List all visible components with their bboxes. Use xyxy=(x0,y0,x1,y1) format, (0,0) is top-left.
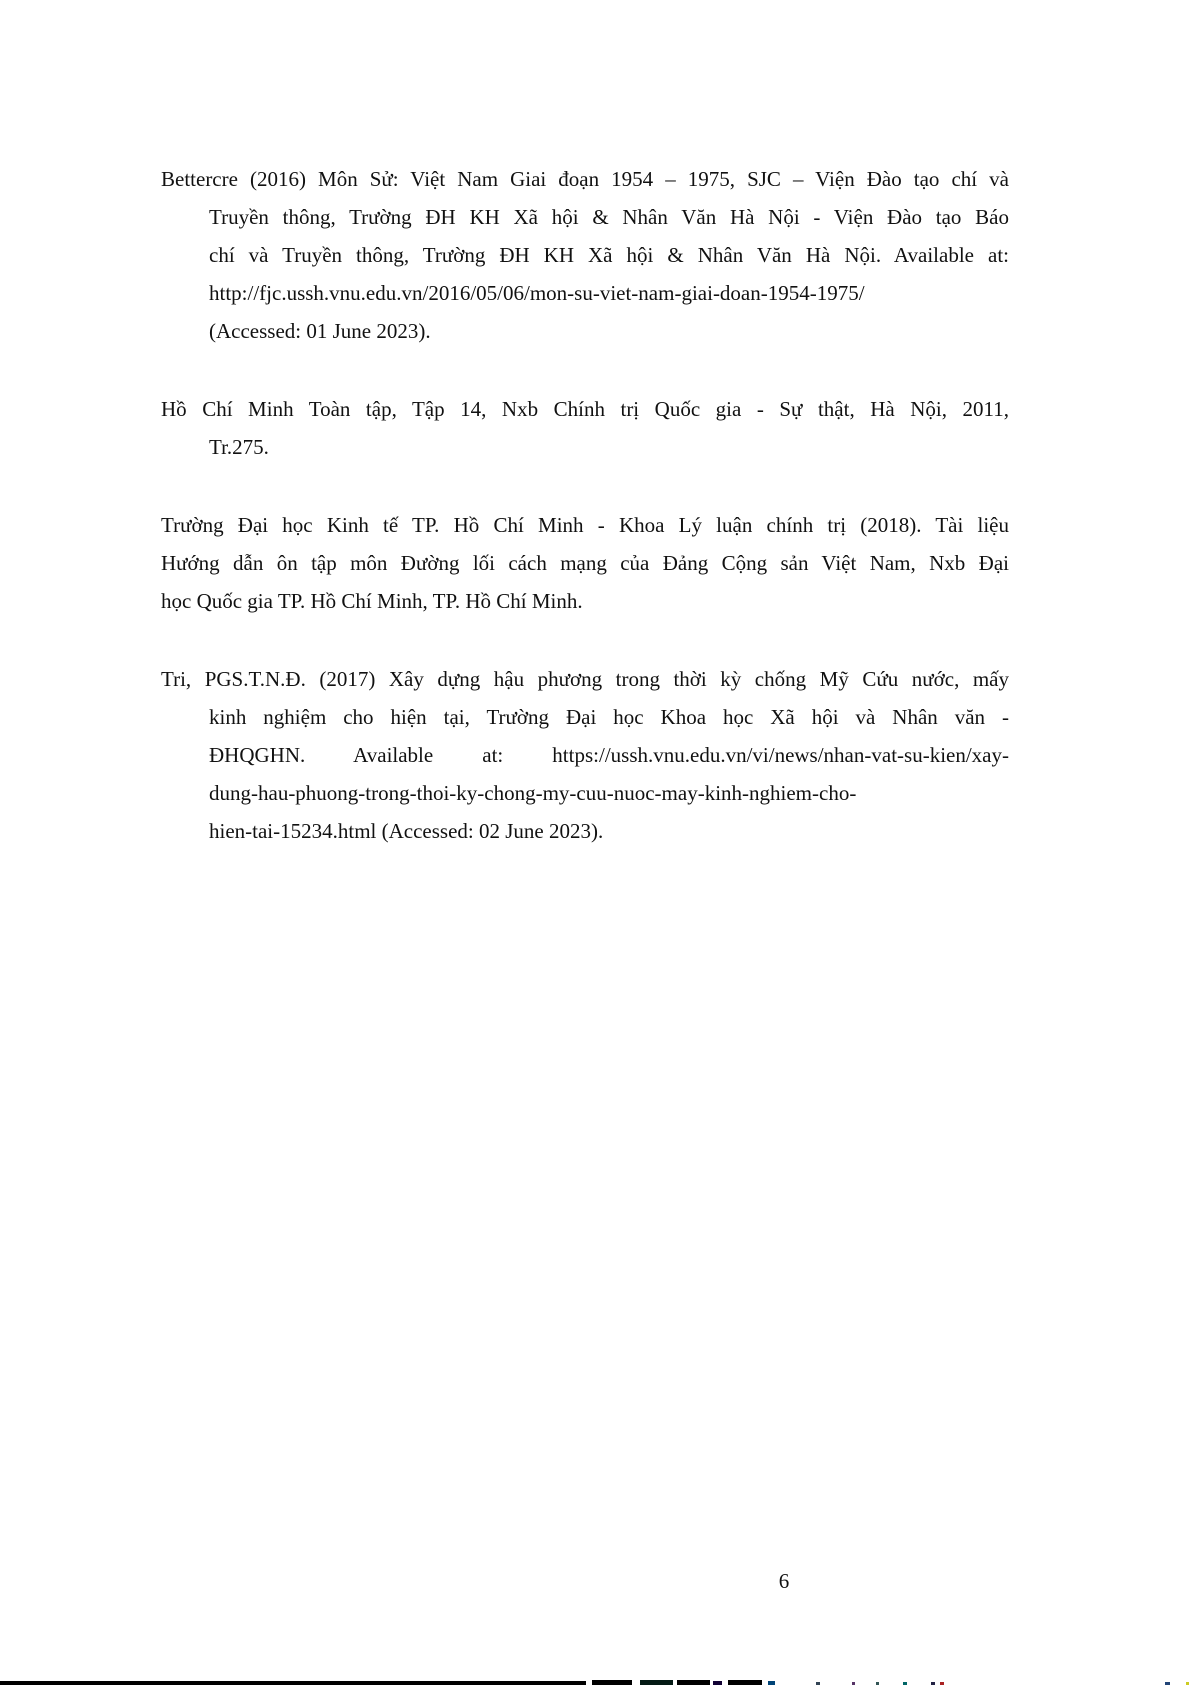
reference-line: Trường Đại học Kinh tế TP. Hồ Chí Minh - Khoa Lý luận chính trị (2018). Tài liệu xyxy=(161,513,1009,537)
reference-line: Bettercre (2016) Môn Sử: Việt Nam Giai đoạn 1954 – 1975, SJC – Viện Đào tạo chí và xyxy=(161,167,1009,191)
scanline-fragment xyxy=(768,1681,775,1685)
reference-line: dung-hau-phuong-trong-thoi-ky-chong-my-cuu-nuoc-may-kinh-nghiem-cho- xyxy=(209,781,857,805)
reference-line: (Accessed: 01 June 2023). xyxy=(209,319,431,343)
page-number: 6 xyxy=(778,1569,790,1593)
reference-entry xyxy=(161,506,1009,620)
reference-entry xyxy=(161,160,1009,350)
reference-line: ĐHQGHN. Available at: https://ussh.vnu.edu.vn/vi/news/nhan-vat-su-kien/xay- xyxy=(209,743,1009,767)
reference-line: Hồ Chí Minh Toàn tập, Tập 14, Nxb Chính trị Quốc gia - Sự thật, Hà Nội, 2011, xyxy=(161,397,1009,421)
reference-entry xyxy=(161,390,1009,466)
scanline-fragment xyxy=(592,1680,632,1685)
bottom-edge-bar xyxy=(0,1681,586,1685)
reference-entry xyxy=(161,660,1009,850)
scanline-fragment xyxy=(677,1680,710,1685)
references-list xyxy=(161,160,1009,890)
scanline-fragment xyxy=(640,1680,673,1685)
reference-line: Tri, PGS.T.N.Đ. (2017) Xây dựng hậu phương trong thời kỳ chống Mỹ Cứu nước, mấy xyxy=(161,667,1009,691)
reference-line: hien-tai-15234.html (Accessed: 02 June 2023). xyxy=(209,819,604,843)
reference-line: học Quốc gia TP. Hồ Chí Minh, TP. Hồ Chí Minh. xyxy=(161,589,583,613)
reference-line: Hướng dẫn ôn tập môn Đường lối cách mạng của Đảng Cộng sản Việt Nam, Nxb Đại xyxy=(161,551,1009,575)
reference-line: http://fjc.ussh.vnu.edu.vn/2016/05/06/mon-su-viet-nam-giai-doan-1954-1975/ xyxy=(209,281,865,305)
reference-line: kinh nghiệm cho hiện tại, Trường Đại học Khoa học Xã hội và Nhân văn - xyxy=(209,705,1009,729)
scanline-fragment xyxy=(713,1681,722,1685)
scanline-fragment xyxy=(728,1680,762,1685)
reference-line: Truyền thông, Trường ĐH KH Xã hội & Nhân Văn Hà Nội - Viện Đào tạo Báo xyxy=(209,205,1009,229)
reference-line: Tr.275. xyxy=(209,435,269,459)
reference-line: chí và Truyền thông, Trường ĐH KH Xã hội & Nhân Văn Hà Nội. Available at: xyxy=(209,243,1009,267)
page-edge-artifact xyxy=(0,1678,1191,1685)
